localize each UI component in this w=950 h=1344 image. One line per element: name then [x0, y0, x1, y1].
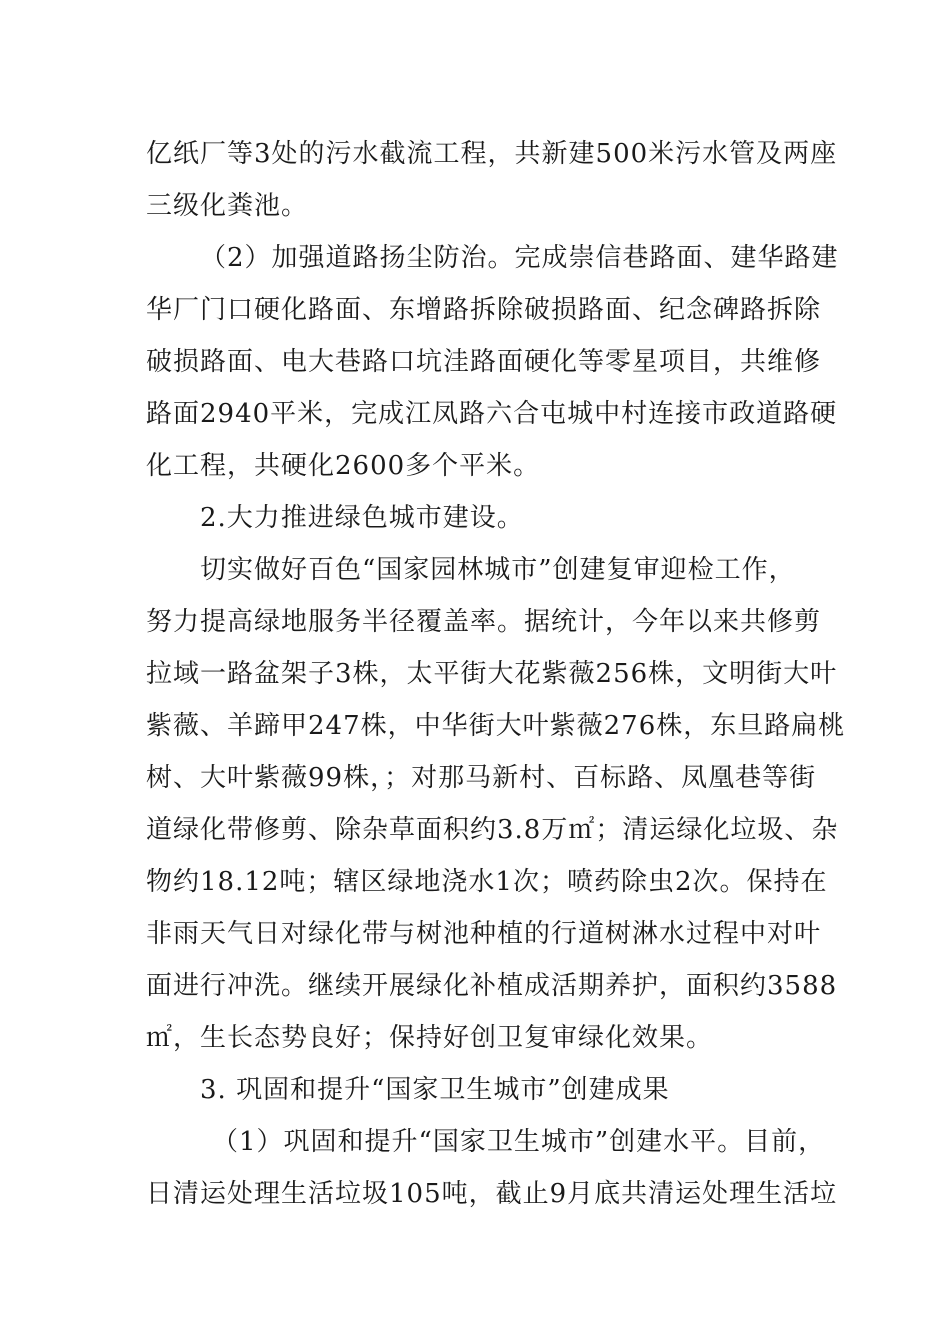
body-text — [146, 128, 846, 1220]
text-line: 努力提高绿地服务半径覆盖率。据统计，今年以来共修剪 — [146, 607, 822, 637]
text-line: 非雨天气日对绿化带与树池种植的行道树淋水过程中对叶 — [146, 919, 822, 949]
text-line: 拉域一路盆架子3株，太平街大花紫薇256株，文明街大叶 — [146, 659, 838, 689]
text-line: 破损路面、电大巷路口坑洼路面硬化等零星项目，共维修 — [146, 347, 822, 377]
text-line: 道绿化带修剪、除杂草面积约3.8万㎡；清运绿化垃圾、杂 — [146, 815, 839, 845]
paragraph-start-line: （1）巩固和提升“国家卫生城市”创建水平。目前， — [212, 1127, 826, 1157]
text-line: 物约18.12吨；辖区绿地浇水1次；喷药除虫2次。保持在 — [146, 867, 828, 897]
section-heading: 2.大力推进绿色城市建设。 — [200, 503, 524, 533]
paragraph-start-line: 切实做好百色“国家园林城市”创建复审迎检工作， — [200, 555, 796, 585]
text-line: 化工程，共硬化2600多个平米。 — [146, 451, 541, 481]
text-line: 紫薇、羊蹄甲247株，中华街大叶紫薇276株，东旦路扁桃 — [146, 711, 846, 741]
text-line: 三级化粪池。 — [146, 191, 309, 221]
text-line: 路面2940平米，完成江凤路六合屯城中村连接市政道路硬 — [146, 399, 838, 429]
text-line: 华厂门口硬化路面、东增路拆除破损路面、纪念碑路拆除 — [146, 295, 822, 325]
text-line: 树、大叶紫薇99株，；对那马新村、百标路、凤凰巷等街 — [146, 763, 817, 793]
text-line: ㎡，生长态势良好；保持好创卫复审绿化效果。 — [146, 1023, 714, 1053]
section-heading: 3. 巩固和提升“国家卫生城市”创建成果 — [200, 1075, 670, 1105]
paragraph-start-line: （2）加强道路扬尘防治。完成崇信巷路面、建华路建 — [200, 243, 839, 273]
text-line: 面进行冲洗。继续开展绿化补植成活期养护，面积约3588 — [146, 971, 838, 1001]
text-line: 亿纸厂等3处的污水截流工程，共新建500米污水管及两座 — [146, 139, 838, 169]
text-line: 日清运处理生活垃圾105吨，截止9月底共清运处理生活垃 — [146, 1179, 838, 1209]
